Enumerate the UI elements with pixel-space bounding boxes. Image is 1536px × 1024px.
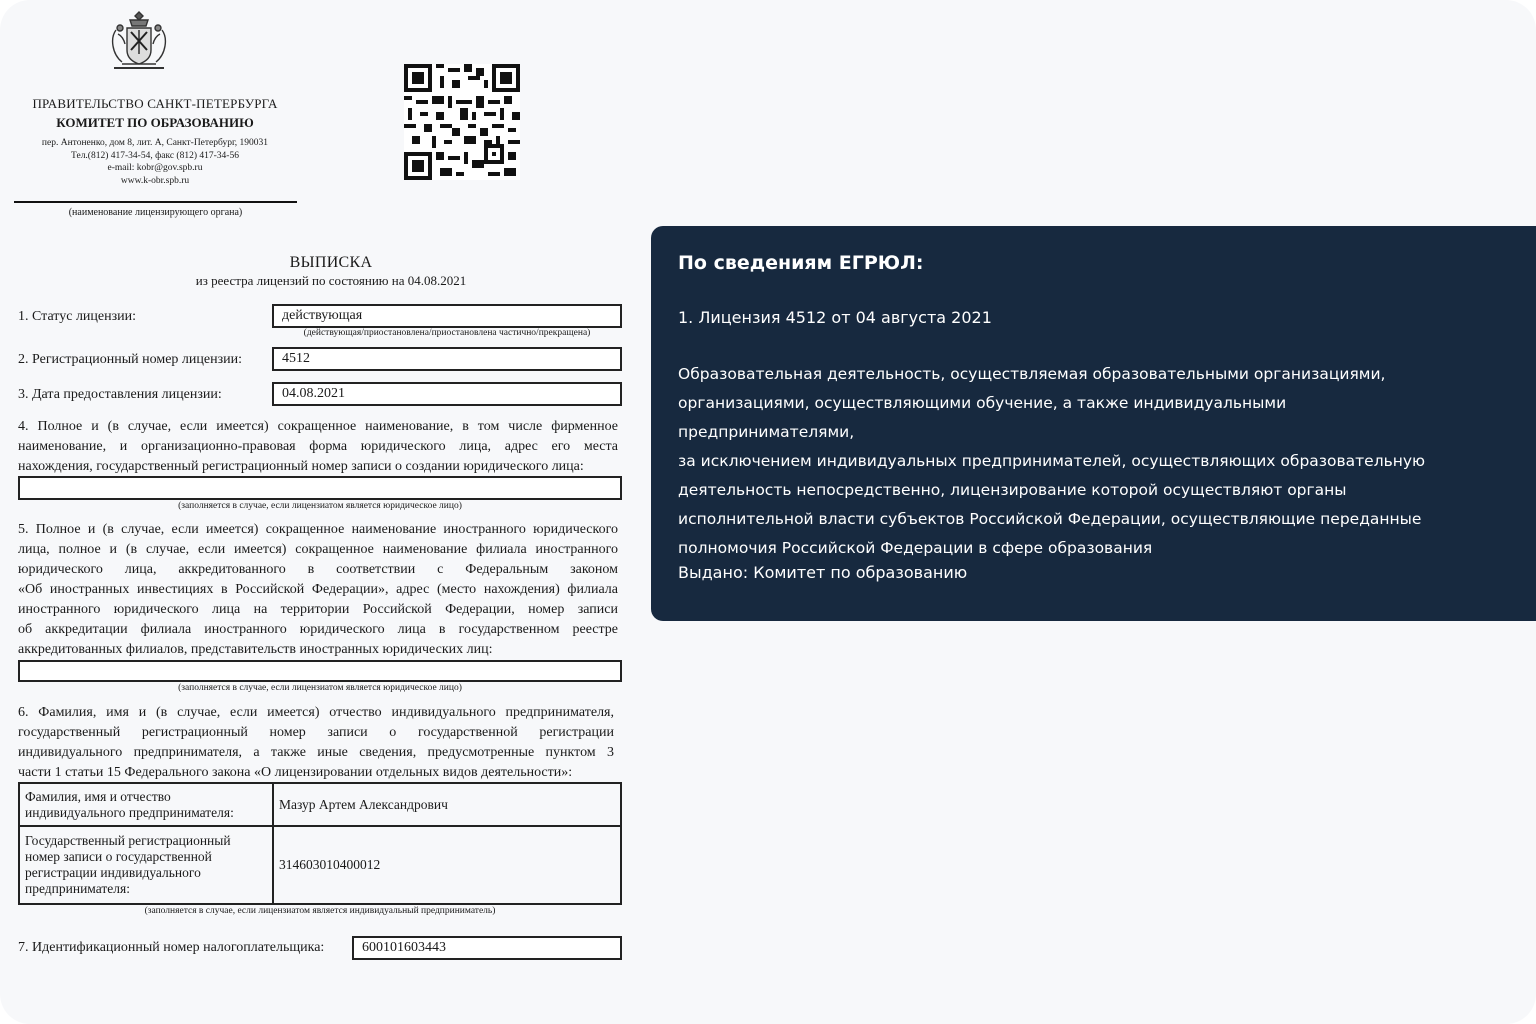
- panel-title: По сведениям ЕГРЮЛ:: [678, 252, 924, 274]
- entrepreneur-table: [18, 782, 622, 905]
- panel-issued-by: Выдано: Комитет по образованию: [678, 563, 968, 582]
- panel-description-line: исполнительной власти субъектов Российской Федерации, осуществляющие переданные: [678, 510, 1422, 528]
- section-4-line: нахождения, государственный регистрационный номер записи о создании юридического лица:: [18, 459, 584, 474]
- section-5-line: иностранного юридического лица на территории Российской Федерации, номер записи: [18, 602, 618, 617]
- issuer-phone: Тел.(812) 417-34-54, факс (812) 417-34-56: [71, 150, 239, 161]
- section-5-text: [18, 520, 618, 660]
- section-5-field: [18, 660, 622, 682]
- section-5-line: аккредитованных филиалов, представительств иностранных юридических лиц:: [18, 642, 493, 657]
- section-6-line: индивидуального предпринимателя, а также иные сведения, предусмотренные пунктом 3: [18, 745, 614, 760]
- section-5-line: об аккредитации филиала иностранного юридического лица в государственном реестре: [18, 622, 618, 637]
- panel-description-line: Образовательная деятельность, осуществляемая образовательными организациями,: [678, 365, 1386, 383]
- section-6-line: части 1 статьи 15 Федерального закона «О лицензировании отдельных видов деятельности»:: [18, 765, 573, 780]
- coat-of-arms-icon: [108, 10, 170, 74]
- status-label: 1. Статус лицензии:: [18, 309, 137, 324]
- section-5-hint: (заполняется в случае, если лицензиатом является юридическое лицо): [178, 683, 462, 693]
- section-6-line: государственный регистрационный номер записи о государственной регистрации: [18, 725, 614, 740]
- committee-name: КОМИТЕТ ПО ОБРАЗОВАНИЮ: [56, 115, 254, 130]
- table-row: [19, 783, 621, 826]
- ip-name-value: Мазур Артем Александрович: [273, 783, 621, 826]
- date-field: 04.08.2021: [272, 382, 622, 406]
- section-4-line: 4. Полное и (в случае, если имеется) сокращенное наименование, в том числе фирменное: [18, 419, 618, 434]
- panel-description: [678, 360, 1438, 563]
- reg-number-field: 4512: [272, 347, 622, 371]
- table-row: [19, 826, 621, 904]
- panel-description-line: полномочия Российской Федерации в сфере образования: [678, 539, 1153, 557]
- section-5-line: юридического лица, аккредитованного в соответствии с Федеральным законом: [18, 562, 618, 577]
- qr-code-icon: [404, 64, 520, 180]
- issuer-caption: (наименование лицензирующего органа): [68, 207, 243, 218]
- section-4-text: [18, 417, 618, 477]
- section-5-line: лица, полное и (в случае, если имеется) сокращенное наименование филиала иностранного: [18, 542, 618, 557]
- section-5-line: 5. Полное и (в случае, если имеется) сокращенное наименование иностранного юридического: [18, 522, 618, 537]
- ip-reg-label: Государственный регистрационный номер записи о государственной регистрации индивидуального предпринимателя:: [19, 826, 273, 904]
- issuer-site: www.k-obr.spb.ru: [120, 175, 190, 186]
- panel-description-line: организациями, осуществляющими обучение, а также индивидуальными предпринимателями,: [678, 394, 1287, 441]
- date-label: 3. Дата предоставления лицензии:: [18, 387, 222, 402]
- ip-name-label: Фамилия, имя и отчество индивидуального предпринимателя:: [19, 783, 273, 826]
- doc-subtitle: из реестра лицензий по состоянию на 04.08.2021: [195, 273, 467, 288]
- section-4-field: [18, 476, 622, 500]
- egrul-info-panel: [651, 226, 1536, 621]
- section-6-hint: (заполняется в случае, если лицензиатом является индивидуальный предприниматель): [144, 906, 496, 916]
- issuer-address: пер. Антоненко, дом 8, лит. А, Санкт-Петербург, 190031: [41, 138, 269, 148]
- inn-label: 7. Идентификационный номер налогоплательщика:: [18, 940, 325, 955]
- section-5-line: «Об иностранных инвестициях в Российской Федерации», адрес (место нахождения) филиала: [18, 582, 618, 597]
- section-4-line: наименование, и организационно-правовая форма юридического лица, адрес его места: [18, 439, 618, 454]
- status-field: действующая: [272, 304, 622, 328]
- doc-title: ВЫПИСКА: [289, 254, 373, 271]
- panel-description-line: за исключением индивидуальных предпринимателей, осуществляющих образовательную: [678, 452, 1426, 470]
- section-4-hint: (заполняется в случае, если лицензиатом является юридическое лицо): [178, 501, 462, 511]
- gov-name: ПРАВИТЕЛЬСТВО САНКТ-ПЕТЕРБУРГА: [32, 96, 278, 111]
- panel-description-line: деятельность непосредственно, лицензирование которой осуществляют органы: [678, 481, 1347, 499]
- issuer-email: e-mail: kobr@gov.spb.ru: [107, 163, 203, 173]
- inn-field: 600101603443: [352, 936, 622, 960]
- reg-number-label: 2. Регистрационный номер лицензии:: [18, 352, 243, 367]
- issuer-divider: [14, 201, 297, 203]
- issuer-block: [14, 95, 296, 187]
- panel-license: 1. Лицензия 4512 от 04 августа 2021: [678, 308, 992, 327]
- status-hint: (действующая/приостановлена/приостановлена частично/прекращена): [303, 328, 591, 338]
- section-6-line: 6. Фамилия, имя и (в случае, если имеется) отчество индивидуального предпринимателя,: [18, 705, 614, 720]
- section-6-text: [18, 703, 614, 783]
- ip-reg-value: 314603010400012: [273, 826, 621, 904]
